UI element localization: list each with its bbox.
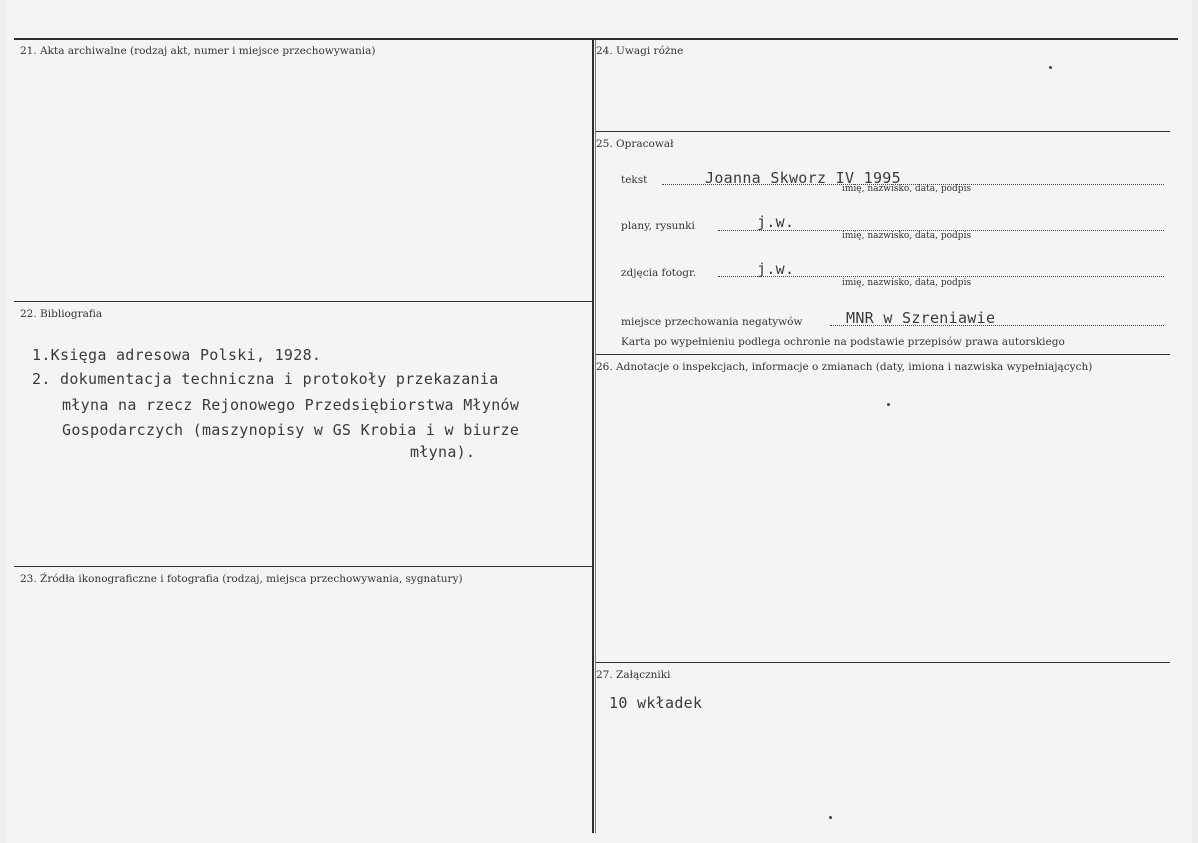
plany-value: j.w. [757, 213, 795, 231]
plany-caption: imię, nazwisko, data, podpis [842, 231, 972, 241]
zdjecia-caption: imię, nazwisko, data, podpis [842, 278, 972, 288]
bibliography-line-2: 2. dokumentacja techniczna i protokoły przekazania [32, 370, 499, 388]
center-divider [592, 40, 594, 833]
top-rule [14, 38, 1178, 40]
rule-26 [596, 354, 1170, 355]
copyright-note: Karta po wypełnieniu podlega ochronie na podstawie przepisów prawa autorskiego [621, 336, 1065, 348]
section-22-title: 22. Bibliografia [20, 308, 103, 320]
zdjecia-label: zdjęcia fotogr. [621, 267, 697, 279]
section-23-title: 23. Źródła ikonograficzne i fotografia (rodzaj, miejsca przechowywania, sygnatury) [20, 573, 463, 585]
rule-23 [14, 566, 592, 567]
zdjecia-value: j.w. [757, 260, 795, 278]
scan-speck [829, 816, 832, 819]
rule-22 [14, 301, 592, 302]
negatywy-value: MNR w Szreniawie [846, 309, 996, 327]
bibliography-line-5: młyna). [410, 443, 476, 461]
section-26-title: 26. Adnotacje o inspekcjach, informacje o zmianach (daty, imiona i nazwiska wypełniających) [596, 361, 1093, 373]
center-divider-inner [595, 40, 596, 833]
bibliography-line-4: Gospodarczych (maszynopisy w GS Krobia i w biurze [62, 421, 520, 439]
section-27-title: 27. Załączniki [596, 669, 671, 681]
scan-speck [1049, 66, 1052, 69]
bibliography-line-1: 1.Księga adresowa Polski, 1928. [32, 346, 322, 364]
negatywy-label: miejsce przechowania negatywów [621, 316, 803, 328]
record-card [6, 0, 1192, 843]
scan-speck [887, 403, 890, 406]
section-25-title: 25. Opracował [596, 138, 674, 150]
section-21-title: 21. Akta archiwalne (rodzaj akt, numer i miejsce przechowywania) [20, 45, 376, 57]
plany-label: plany, rysunki [621, 220, 695, 232]
rule-25 [596, 131, 1170, 132]
bibliography-line-3: młyna na rzecz Rejonowego Przedsiębiorstwa Młynów [62, 396, 520, 414]
section-24-title: 24. Uwagi różne [596, 45, 684, 57]
tekst-value: Joanna Skworz IV 1995 [705, 169, 901, 187]
tekst-label: tekst [621, 174, 648, 186]
attachments-value: 10 wkładek [609, 694, 703, 712]
rule-27 [596, 662, 1170, 663]
tekst-caption: imię, nazwisko, data, podpis [842, 184, 972, 194]
